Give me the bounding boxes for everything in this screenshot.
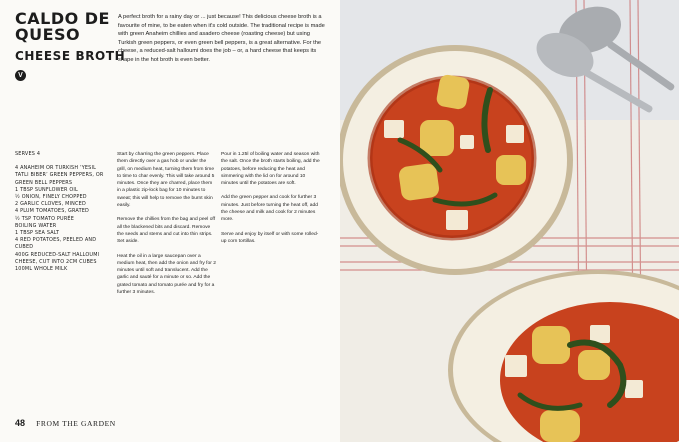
ingredient-item: BOILING WATER (15, 222, 57, 229)
method-step: Add the green pepper and cook for further 3 minutes. Just before turning the heat off, add the cheese and milk and cook for 2 minutes more. (221, 195, 318, 223)
method-step: Heat the oil in a large saucepan over a medium heat, then add the onion and fry for 2 minutes until soft and translucent. Add the garlic and sauté for a minute or so. Add the grated tomato and tomato purée and fry for a further 3 minutes. (117, 253, 216, 296)
method-step: Serve and enjoy by itself or with some rolled-up corn tortillas. (221, 231, 319, 244)
recipe-subtitle: CHEESE BROTH (15, 49, 126, 63)
vegetarian-badge-icon: V (15, 70, 26, 81)
ingredient-item: 4 PLUM TOMATOES, GRATED (15, 208, 90, 215)
ingredient-item: 400G REDUCED-SALT HALLOUMI CHEESE, CUT INTO 2CM CUBES (15, 251, 100, 265)
page-number: 48 (15, 418, 26, 428)
ingredient-item: 1 TBSP SEA SALT (15, 230, 60, 237)
ingredient-item: 100ML WHOLE MILK (15, 266, 68, 273)
method-column-2 (221, 151, 320, 252)
recipe-intro: A perfect broth for a rainy day or ... just because! This delicious cheese broth is a favourite of mine, to be eaten when it's cold outside. The traditional recipe is made with green Anaheim chillies and asadero cheese (roasting cheese) but using Turkish green peppers, or even green bell peppers, is a great alternative. For the cheese, a reduced-salt halloumi does the job – or, a hard cheese that keeps its shape in the hot broth is even better. (118, 14, 325, 63)
page-footer (15, 418, 116, 428)
ingredient-item: 1 TBSP SUNFLOWER OIL (15, 186, 78, 193)
recipe-title: CALDO DE QUESO (15, 9, 110, 44)
ingredient-item: 4 ANAHEIM OR TURKISH ‘YESIL TATLI BIBER’ GREEN PEPPERS, OR GREEN BELL PEPPERS (15, 165, 104, 186)
method-step: Pour in 1.25l of boiling water and season with the salt. Once the broth starts boiling, add the potatoes, before reducing the heat and simmering with the lid on for around 10 minutes until the potatoes are soft. (221, 152, 320, 187)
method-column-1 (117, 151, 216, 303)
soup-photo (340, 0, 679, 442)
ingredient-item: ½ TSP TOMATO PURÉE (15, 215, 75, 222)
bowl-top (340, 45, 573, 275)
section-name: FROM THE GARDEN (36, 419, 116, 428)
ingredient-item: ½ ONION, FINELY CHOPPED (15, 194, 87, 201)
method-step: Start by charring the green peppers. Place them directly over a gas hob or under the grill, on medium heat, turning them from time to time to char evenly. This will take around 5 minutes. Once they are charred, place them in a plastic zip-lock bag for 10 minutes to sweat; this will help to remove the burnt skin easily. (117, 152, 215, 209)
ingredient-item: 4 RED POTATOES, PEELED AND CUBED (15, 237, 97, 251)
method-step: Remove the chillies from the bag and peel off all the blackened bits and discard. Remove the seeds and stems and cut into thin strips. Set aside. (117, 217, 216, 245)
serves-label: SERVES 4 (15, 151, 41, 157)
soup-photo-illustration (340, 0, 679, 442)
ingredient-item: 2 GARLIC CLOVES, MINCED (15, 201, 86, 208)
ingredient-list (15, 151, 105, 273)
